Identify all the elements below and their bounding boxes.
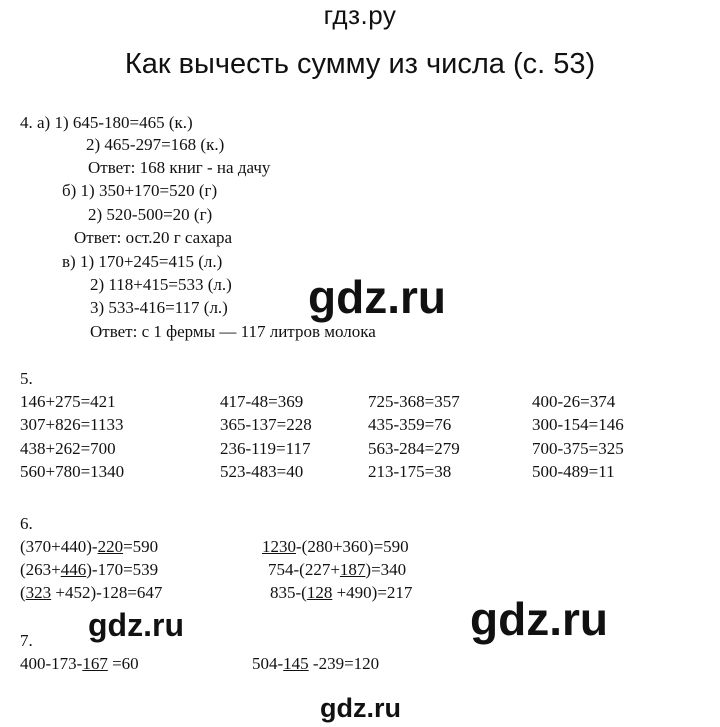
- task4-line-4: б) 1) 350+170=520 (г): [62, 181, 218, 200]
- site-header: гдз.ру: [323, 0, 397, 30]
- task5-cell: 725-368=357: [368, 392, 460, 411]
- task5-cell: 400-26=374: [532, 392, 616, 411]
- task5-cell: 438+262=700: [20, 439, 116, 458]
- task5-cell: 500-489=11: [532, 462, 615, 481]
- watermark: gdz.ru: [308, 271, 446, 323]
- task4-line-8: 2) 118+415=533 (л.): [90, 275, 232, 294]
- task7-expression: 504-145 -239=120: [252, 654, 380, 673]
- task6-expression: 754-(227+187)=340: [268, 560, 407, 579]
- task5-cell: 300-154=146: [532, 415, 624, 434]
- task5-cell: 435-359=76: [368, 415, 452, 434]
- task4-line-7: в) 1) 170+245=415 (л.): [62, 252, 223, 271]
- underlined-term: 220: [97, 537, 124, 556]
- watermark: gdz.ru: [320, 693, 401, 723]
- task6-expression: (370+440)-220=590: [20, 537, 159, 556]
- task5-cell: 563-284=279: [368, 439, 460, 458]
- task6-expression: 835-(128 +490)=217: [270, 583, 413, 602]
- underlined-term: 323: [25, 583, 52, 602]
- task5-cell: 213-175=38: [368, 462, 452, 481]
- task6-expression: (323 +452)-128=647: [20, 583, 163, 602]
- task4-line-10: Ответ: с 1 фермы — 117 литров молока: [90, 322, 376, 341]
- task6-expression: (263+446)-170=539: [20, 560, 159, 579]
- underlined-term: 167: [82, 654, 108, 673]
- watermark: gdz.ru: [88, 607, 184, 643]
- task5-cell: 700-375=325: [532, 439, 624, 458]
- underlined-term: 1230: [262, 537, 296, 556]
- underlined-term: 187: [339, 560, 366, 579]
- task4-line-9: 3) 533-416=117 (л.): [90, 298, 228, 317]
- task4-line-1: 4. а) 1) 645-180=465 (к.): [20, 113, 193, 132]
- page-title: Как вычесть сумму из числа (с. 53): [124, 48, 596, 80]
- task5-cell: 365-137=228: [220, 415, 312, 434]
- underlined-term: 145: [283, 654, 309, 673]
- task5-cell: 307+826=1133: [20, 415, 124, 434]
- task5-cell: 146+275=421: [20, 392, 116, 411]
- task6-expression: 1230-(280+360)=590: [262, 537, 409, 556]
- task5-cell: 523-483=40: [220, 462, 304, 481]
- watermark: gdz.ru: [470, 593, 608, 645]
- task7-number: 7.: [20, 631, 33, 650]
- task5-cell: 236-119=117: [220, 439, 311, 458]
- task4-line-3: Ответ: 168 книг - на дачу: [88, 158, 271, 177]
- task4-line-2: 2) 465-297=168 (к.): [86, 135, 225, 154]
- underlined-term: 128: [306, 583, 333, 602]
- task5-cell: 417-48=369: [220, 392, 304, 411]
- task7-expression: 400-173-167 =60: [20, 654, 139, 673]
- task4-line-6: Ответ: ост.20 г сахара: [74, 228, 233, 247]
- task5-number: 5.: [20, 369, 33, 388]
- underlined-term: 446: [60, 560, 87, 579]
- task4-line-5: 2) 520-500=20 (г): [88, 205, 213, 224]
- task5-cell: 560+780=1340: [20, 462, 125, 481]
- task6-number: 6.: [20, 514, 33, 533]
